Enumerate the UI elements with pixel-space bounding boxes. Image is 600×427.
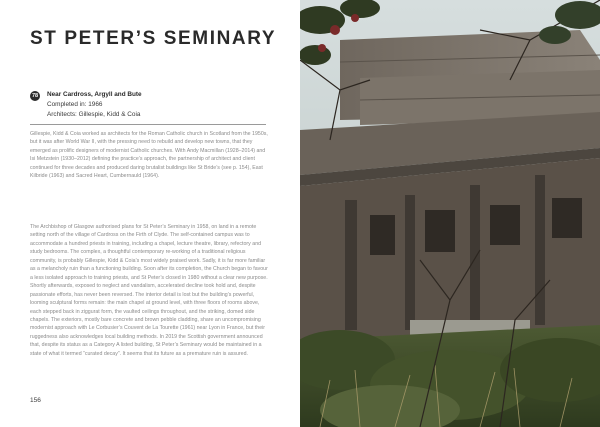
page-number: 156 xyxy=(30,397,41,404)
entry-architects: Architects: Gillespie, Kidd & Coia xyxy=(47,111,141,118)
entry-completed: Completed in: 1966 xyxy=(47,101,103,108)
divider-rule xyxy=(30,124,266,125)
entry-number-badge: 78 xyxy=(31,93,39,99)
body-paragraph-2: The Archbishop of Glasgow authorised plans for St Peter’s Seminary in 1958, on land in a remote setting north of the village of Cardross on the Firth of Clyde. The self-contained campus was to accommodate a hundred priests in training, including a chapel, lecture theatre, library, refectory and study bedrooms. The complex, a thoughtful contemporary re-working of a traditional religious community, is probably Gillespie, Kidd & Coia’s most widely praised work. Sadly, it is far more familiar as a melancholy ruin than a functioning building. Soon after its completion, the Church began to favour a less isolated approach to training priests, and St Peter’s closed in 1980 without a clear new purpose. Shortly afterwards, exposed to neglect and vandalism, accelerated decline took hold and, despite passionate efforts, has never been reversed. The interior detail is lost but the building’s powerful, looming sculptural forms remain: the main chapel at ground level, with three floors of rooms above, each stepped back in ziggurat form, the vaulted ceilings throughout, and the striking, domed side chapels. The exteriors, mostly bare concrete and brown pebble cladding, share an uncompromising modernist approach with Le Corbusier’s Couvent de La Tourette (1961) near Lyon in France, but their ruggedness also acknowledges local building methods. In 2019 the Scottish government announced that, despite its status as a Category A listed building, St Peter’s Seminary would be maintained in a state of what it termed “curated decay”. It seems that its future as a premature ruin is assured. xyxy=(30,224,268,357)
body-paragraph-1: Gillespie, Kidd & Coia worked as architects for the Roman Catholic church in Scotland from the 1950s, but it was after World War II, with the pressing need to rebuild and develop new towns, that they emerged as prolific designers of modernist Catholic churches. With Andy Macmillan (1928–2014) and Isi Metzstein (1930–2012) defining the practice’s approach, the partnership of architect and client continued for three decades and produced daring brutalist buildings like St Bride’s (see p. 154), East Kilbride (1963) and Sacred Heart, Cumbernauld (1964). xyxy=(30,131,268,180)
entry-details xyxy=(30,90,270,120)
seminary-photo-illustration xyxy=(300,0,600,427)
seminary-photo xyxy=(300,0,600,427)
entry-place: Near Cardross, Argyll and Bute xyxy=(47,91,142,98)
page-title: ST PETER’S SEMINARY xyxy=(30,28,277,49)
entry-lines xyxy=(47,90,270,120)
